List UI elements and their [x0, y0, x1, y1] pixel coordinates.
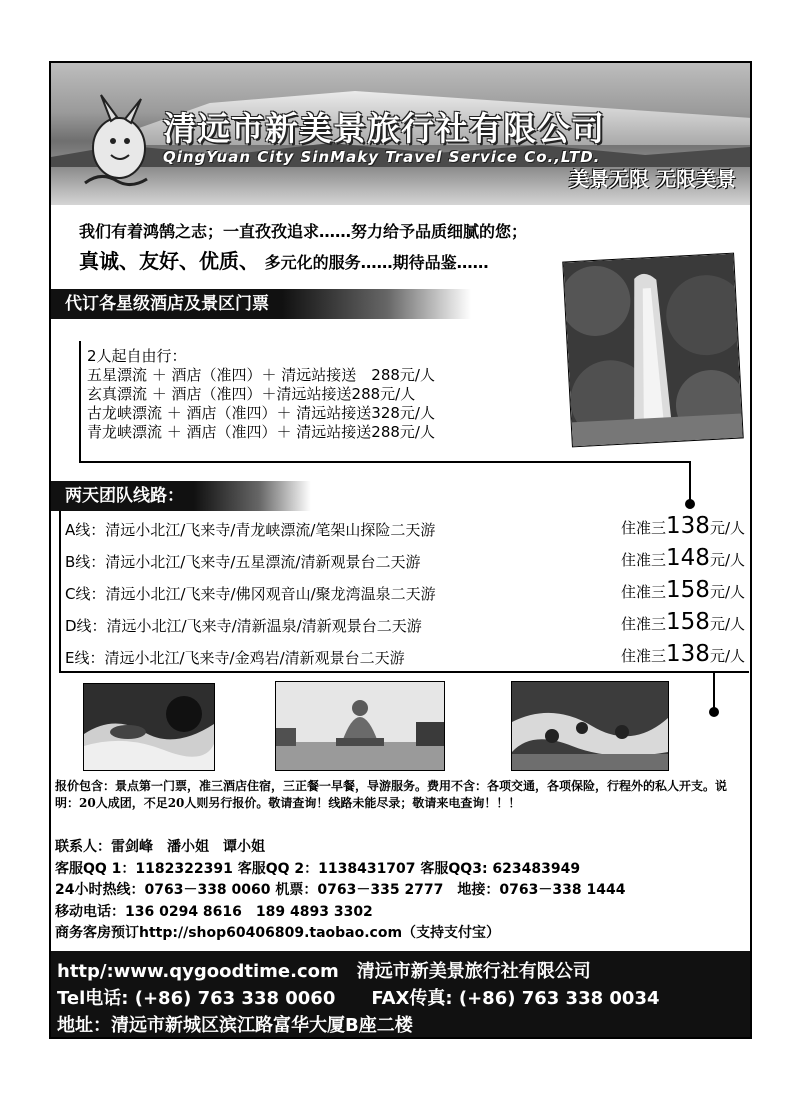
price-number: 148 [666, 545, 710, 571]
footer-website[interactable]: http/:www.qygoodtime.com 清远市新美景旅行社有限公司 [57, 961, 591, 982]
section-team-routes-header: 两天团队线路： [51, 481, 311, 511]
price-prefix: 住准三 [621, 647, 667, 665]
stream-photo [511, 681, 669, 771]
connector-dot-icon [709, 707, 719, 717]
waterfall-image-icon [563, 254, 742, 447]
slogan: 美景无限 无限美景 [569, 167, 736, 191]
route-item [65, 545, 745, 575]
price-unit: 元/人 [709, 583, 745, 601]
price-prefix: 住准三 [621, 583, 667, 601]
route-item [65, 641, 745, 671]
route-desc: A线：清远小北江/飞来寺/青龙峡漂流/笔架山探险二天游 [65, 521, 436, 539]
route-price [621, 641, 745, 667]
contact-mobile: 移动电话：136 0294 8616 189 4893 3302 [55, 903, 373, 920]
price-note: 报价包含：景点第一门票，准三酒店住宿，三正餐一早餐，导游服务。费用不含：各项交通，各项保险，行程外的私人开支。说 明：20人成团，不足20人则另行报价。敬请查询！线路未能尽录；敬请来电查询！！！ [55, 779, 740, 810]
route-price [621, 545, 745, 571]
package-item: 古龙峡漂流 ＋ 酒店（准四）＋ 清远站接送328元/人 [87, 404, 435, 422]
contact-hotline: 24小时热线：0763－338 0060 机票：0763－335 2777 地接：0763－338 1444 [55, 882, 626, 898]
price-prefix: 住准三 [621, 615, 667, 633]
footer [51, 951, 750, 1037]
price-number: 158 [666, 577, 710, 603]
package-list [79, 341, 549, 463]
route-list [59, 511, 749, 673]
price-prefix: 住准三 [621, 519, 667, 537]
route-item [65, 577, 745, 607]
route-desc: C线：清远小北江/飞来寺/佛冈观音山/聚龙湾温泉二天游 [65, 585, 436, 603]
section-hotel-tickets-header: 代订各星级酒店及景区门票 [51, 289, 471, 319]
connector-line [713, 671, 715, 711]
package-item: 玄真漂流 ＋ 酒店（准四）＋清远站接送288元/人 [87, 385, 416, 403]
route-desc: E线：清远小北江/飞来寺/金鸡岩/清新观景台二天游 [65, 649, 405, 667]
route-item [65, 609, 745, 639]
header-banner [51, 63, 750, 205]
contact-info [55, 837, 749, 945]
connector-dot-icon [685, 499, 695, 509]
route-item [65, 513, 745, 543]
flyer [49, 61, 752, 1039]
rafting-photo [83, 683, 215, 771]
intro-line-2 [79, 245, 489, 274]
contact-qq: 客服QQ 1：1182322391 客服QQ 2：1138431707 客服QQ3: 623483949 [55, 860, 581, 877]
contact-persons: 联系人：雷剑峰 潘小姐 谭小姐 [55, 839, 265, 855]
company-name-en: QingYuan City SinMaky Travel Service Co.,LTD. [163, 148, 601, 166]
connector-line [549, 461, 691, 463]
package-item: 青龙峡漂流 ＋ 酒店（准四）＋ 清远站接送288元/人 [87, 423, 435, 441]
waterfall-photo [562, 253, 743, 448]
intro-values: 真诚、友好、优质、 [79, 249, 259, 273]
price-prefix: 住准三 [621, 551, 667, 569]
price-unit: 元/人 [709, 615, 745, 633]
connector-line [689, 461, 691, 503]
stream-rafting-image-icon [512, 682, 668, 770]
price-unit: 元/人 [709, 519, 745, 537]
route-desc: B线：清远小北江/飞来寺/五星漂流/清新观景台二天游 [65, 553, 421, 571]
route-desc: D线：清远小北江/飞来寺/清新温泉/清新观景台二天游 [65, 617, 422, 635]
route-price [621, 609, 745, 635]
intro-service: 多元化的服务……期待品鉴…… [264, 253, 489, 272]
price-number: 138 [666, 513, 710, 539]
intro-line-1: 我们有着鸿鹄之志；一直孜孜追求……努力给予品质细腻的您； [79, 222, 528, 241]
price-unit: 元/人 [709, 647, 745, 665]
company-name-cn: 清远市新美景旅行社有限公司 [163, 109, 605, 148]
package-item: 五星漂流 ＋ 酒店（准四）＋ 清远站接送 288元/人 [87, 366, 435, 384]
contact-shop-link[interactable]: 商务客房预订http://shop60406809.taobao.com（支持支付宝） [55, 925, 501, 941]
rafting-image-icon [84, 684, 214, 770]
buddha-photo [275, 681, 445, 771]
buddha-statue-image-icon [276, 682, 444, 770]
footer-address: 地址：清远市新城区滨江路富华大厦B座二楼 [57, 1015, 413, 1036]
route-price [621, 513, 745, 539]
route-price [621, 577, 745, 603]
footer-phone-fax: Tel电话: (+86) 763 338 0060 FAX传真: (+86) 763 338 0034 [57, 988, 660, 1009]
mascot-logo-icon [81, 93, 151, 188]
package-intro: 2人起自由行： [87, 347, 187, 365]
price-number: 158 [666, 609, 710, 635]
price-number: 138 [666, 641, 710, 667]
price-unit: 元/人 [709, 551, 745, 569]
